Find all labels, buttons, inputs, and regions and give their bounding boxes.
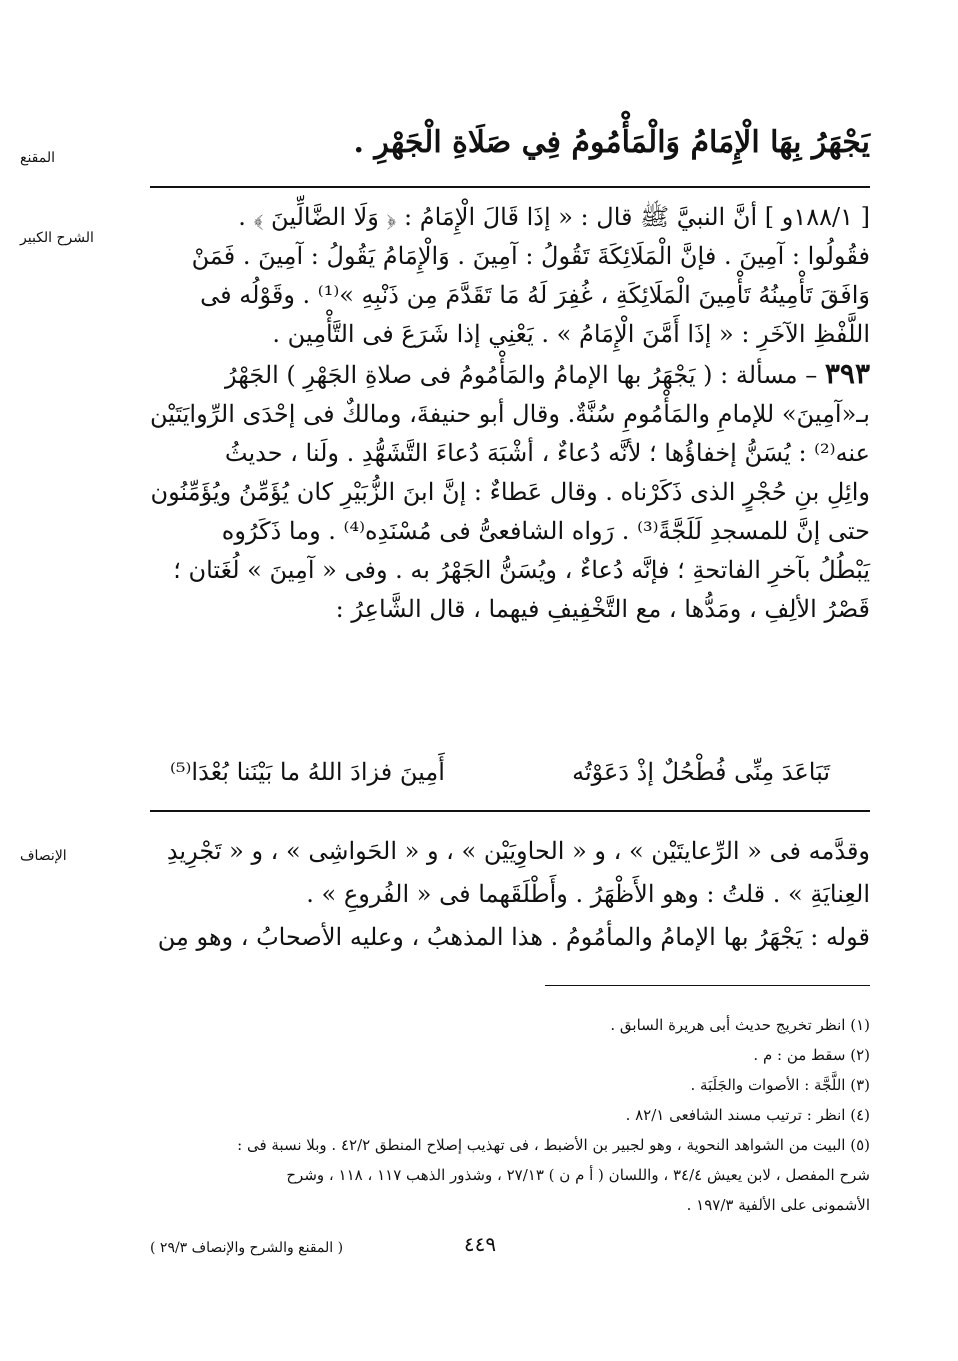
poetry-verse (150, 752, 870, 792)
footnote: (٥) البيت من الشواهد النحوية ، وهو لجبير بن الأضبط ، فى تهذيب إصلاح المنطق ٤٢/٢ . وبلا نسبة فى : (237, 1136, 870, 1154)
masala-number: ٣٩٣ (824, 357, 870, 390)
footnote: (٢) سقط من : م . (753, 1046, 870, 1064)
footnote: شرح المفصل ، لابن يعيش ٣٤/٤ ، واللسان ( أ م ن ) ٢٧/١٣ ، وشذور الذهب ١١٧ ، ١١٨ ، وشرح (286, 1166, 870, 1184)
insaf-line: العِنايَةِ » . قلتُ : وهو الأَظْهَرُ . وأَطْلَقَهما فى « الفُروعِ » . (306, 880, 870, 908)
footnote: (٣) اللَّجَّة : الأصوات والجَلَبَة . (690, 1076, 870, 1094)
footnote-divider (545, 985, 870, 986)
sharh-line: يَبْطُلُ بآخرِ الفاتحةِ ؛ فإنَّه دُعاءٌ ، ويُسَنُّ الجَهْرُ به . وفى « آمِينَ » لُغَتان ؛ (173, 556, 870, 584)
sharh-line: بـ«آمِينَ» للإمامِ والمَأْمُومِ سُنَّةٌ. وقال أبو حنيفةَ، ومالكٌ فى إحْدَى الرِّوايَتَيْن (150, 400, 870, 428)
masala-text: – مسألة : ( يَجْهَرُ بها الإمامُ والمَأْمُومُ فى صلاةِ الجَهْرِ ) الجَهْرُ (225, 361, 818, 389)
verse-second-hemistich: أَمِينَ فزادَ اللهُ ما بَيْنَنا بُعْدَا⁽⁵⁾ (170, 758, 445, 786)
insaf-line: قوله : يَجْهَرُ بها الإمامُ والمأمُومُ . هذا المذهبُ ، وعليه الأصحابُ ، وهو مِن (157, 923, 870, 951)
sharh-line: وائِلِ بنِ حُجْرٍ الذى ذَكَرْناه . وقال عَطاءٌ : إنَّ ابنَ الزُّبَيْرِ كان يُؤَمِّنُ ويُؤَمِّنُون (150, 478, 870, 506)
insaf-section (150, 830, 870, 959)
masala-heading-line (150, 354, 870, 395)
insaf-line: وقدَّمه فى « الرِّعايتَيْن » ، و « الحاوِيَيْن » ، و « الحَواشِى » ، و « تَجْرِيدِ (166, 837, 870, 865)
sharh-line: فقُولُوا : آمِينَ . فإنَّ الْمَلَائِكَةَ تَقُولُ : آمِينَ . وَالْإِمَامُ يَقُولُ : آمِينَ . فَمَنْ (191, 242, 870, 270)
matn-divider (150, 186, 870, 188)
sharh-line: وَافَقَ تَأْمِينُهُ تَأْمِينَ الْمَلَائِكَةِ ، غُفِرَ لَهُ مَا تَقَدَّمَ مِن ذَنْبِهِ »⁽¹⁾ . وقَوْلُه فى (200, 281, 870, 309)
page-number: ٤٤٩ (463, 1232, 497, 1256)
verse-first-hemistich: تَبَاعَدَ مِنِّى فُطْحُلٌ إذْ دَعَوْتُه (572, 758, 830, 786)
side-label-sharh: الشرح الكبير (20, 230, 94, 246)
sharh-section (150, 198, 870, 629)
matn-text: يَجْهَرُ بِهَا الْإِمَامُ وَالْمَأْمُومُ فِي صَلَاةِ الْجَهْرِ . (353, 125, 870, 160)
sharh-line: حتى إنَّ للمسجدِ لَلَجَّةً⁽³⁾ . رَواه الشافعىُّ فى مُسْنَدِه⁽⁴⁾ . وما ذَكَرُوه (221, 517, 870, 545)
side-label-muqni: المقنع (20, 150, 56, 166)
footnote: الأشمونى على الألفية ١٩٧/٣ . (686, 1196, 870, 1214)
side-label-insaf: الإنصاف (20, 848, 67, 864)
sharh-line: [ ١٨٨/١و ] أنَّ النبيَّ ﷺ قال : « إذَا قَالَ الْإِمَامُ : ﴿ وَلَا الضَّالِّينَ ﴾ . (238, 203, 870, 231)
sharh-line: عنه⁽²⁾ : يُسَنُّ إخفاؤُها ؛ لأنَّه دُعاءٌ ، أشْبَهَ دُعاءَ التَّشَهُّدِ . ولَنا ، حديثُ (224, 439, 870, 467)
footnote: (٤) انظر : ترتيب مسند الشافعى ٨٢/١ . (625, 1106, 870, 1124)
footnotes (150, 1010, 870, 1220)
footnote: (١) انظر تخريج حديث أبى هريرة السابق . (610, 1016, 870, 1034)
volume-reference: ( المقنع والشرح والإنصاف ٢٩/٣ ) (150, 1240, 344, 1256)
sharh-divider (150, 810, 870, 812)
sharh-line: اللَّفْظِ الآخَرِ : « إذَا أَمَّنَ الْإِمَامُ » . يَعْنِي إذا شَرَعَ فى التَّأْمِين . (272, 320, 870, 348)
sharh-line: قَصْرُ الألِفِ ، ومَدُّها ، مع التَّخْفِيفِ فيهما ، قال الشَّاعِرُ : (335, 595, 870, 623)
